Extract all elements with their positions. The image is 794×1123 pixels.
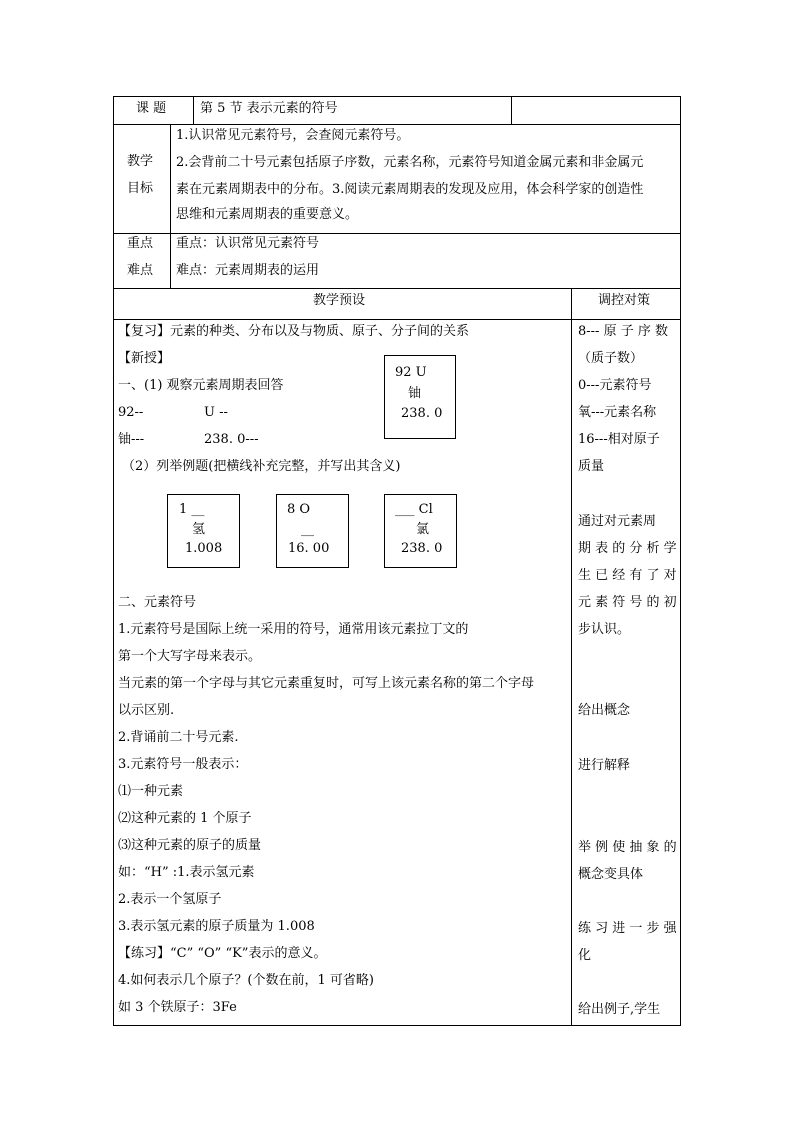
- element-box-mass: 238. 0: [401, 406, 443, 421]
- strategy-line: 通过对元素周: [578, 514, 657, 529]
- paragraph-line: 1.元素符号是国际上统一采用的符号，通常用该元素拉丁文的: [118, 622, 469, 637]
- question-line2-b: 238. 0---: [204, 432, 259, 447]
- strategy-line: 举 例 使 抽 象 的: [578, 840, 677, 855]
- strategy-line: 进行解释: [578, 758, 631, 773]
- objective-line: 1.认识常见元素符号，会查阅元素符号。: [176, 128, 410, 143]
- element-box-hydrogen: [167, 494, 240, 568]
- paragraph-line: 4.如何表示几个原子？(个数在前，1 可省略): [118, 973, 374, 988]
- paragraph-line: 第一个大写字母来表示。: [118, 649, 262, 664]
- practice-line: 【练习】“C” “O” “K”表示的意义。: [118, 946, 327, 961]
- difficult-point: 难点：元素周期表的运用: [176, 263, 320, 278]
- rule-right: [680, 96, 681, 1026]
- section1-part1: 一、(1) 观察元素周期表回答: [118, 378, 284, 393]
- paragraph-line: 2.背诵前二十号元素.: [118, 730, 239, 745]
- strategy-line: 给出例子,学生: [578, 1002, 661, 1017]
- question-line1-b: U --: [204, 405, 228, 420]
- rule-bottom: [113, 1025, 681, 1026]
- element-box-mass: 238. 0: [401, 541, 443, 556]
- strategy-line: 生 已 经 有 了 对: [578, 568, 677, 583]
- rule-label-column: [170, 124, 171, 289]
- strategy-line: 练 习 进 一 步 强: [578, 921, 677, 936]
- element-box-chlorine: [384, 494, 457, 568]
- objective-line: 2.会背前二十号元素包括原子序数，元素名称，元素符号知道金属元素和非金属元: [176, 155, 644, 170]
- strategy-line: 质量: [578, 459, 605, 474]
- element-box-top: 1 __: [179, 502, 205, 517]
- element-box-number-symbol: 92 U: [395, 365, 427, 380]
- element-box-name: 氢: [192, 522, 206, 537]
- rule-top: [113, 96, 681, 97]
- list-item: ⑵这种元素的 1 个原子: [118, 811, 252, 826]
- question-line1-a: 92--: [118, 405, 144, 420]
- topic-value: 第 5 节 表示元素的符号: [200, 101, 338, 116]
- objectives-label-1: 教学: [127, 154, 154, 169]
- question-line2-a: 铀---: [118, 432, 145, 447]
- paragraph-line: 如 3 个铁原子：3Fe: [118, 1000, 237, 1015]
- element-box-top: 8 O: [287, 502, 311, 517]
- example-line: 3.表示氢元素的原子质量为 1.008: [118, 919, 315, 934]
- strategy-line: 氧---元素名称: [578, 405, 657, 420]
- topic-label: 课 题: [136, 101, 167, 116]
- rule-strategy-column: [571, 288, 572, 1026]
- column-header-strategy: 调控对策: [598, 293, 651, 308]
- paragraph-line: 以示区别.: [118, 703, 175, 718]
- strategy-line: 期 表 的 分 析 学: [578, 541, 677, 556]
- strategy-line: 16---相对原子: [578, 432, 660, 447]
- element-box-top: ___ Cl: [395, 502, 433, 517]
- paragraph-line: 当元素的第一个字母与其它元素重复时，可写上该元素名称的第二个字母: [118, 676, 535, 691]
- list-item: ⑶这种元素的原子的质量: [118, 838, 262, 853]
- key-point: 重点：认识常见元素符号: [176, 236, 320, 251]
- review-line: 【复习】元素的种类、分布以及与物质、原子、分子间的关系: [118, 324, 470, 339]
- rule-topic-extra: [511, 96, 512, 125]
- rule-after-objectives: [113, 233, 681, 234]
- rule-after-column-headers: [113, 319, 681, 320]
- element-box-name: 氯: [416, 522, 430, 537]
- section1-part2: （2）列举例题(把横线补充完整，并写出其含义): [122, 459, 401, 474]
- strategy-line: 步认识。: [578, 622, 631, 637]
- element-box-mass: 16. 00: [288, 541, 330, 556]
- paragraph-line: 3.元素符号一般表示：: [118, 757, 248, 772]
- column-header-teaching: 教学预设: [313, 293, 366, 308]
- new-lesson-heading: 【新授】: [118, 351, 171, 366]
- element-box-name: 铀: [408, 386, 422, 401]
- strategy-line: 元 素 符 号 的 初: [578, 595, 677, 610]
- list-item: ⑴一种元素: [118, 784, 184, 799]
- strategy-line: 0---元素符号: [578, 378, 652, 393]
- element-box-oxygen: [276, 494, 349, 568]
- rule-after-keypoints: [113, 288, 681, 289]
- objective-line: 素在元素周期表中的分布。3.阅读元素周期表的发现及应用，体会科学家的创造性: [176, 182, 644, 197]
- strategy-line: 概念变具体: [578, 867, 644, 882]
- rule-left: [113, 96, 114, 1026]
- strategy-line: 给出概念: [578, 703, 631, 718]
- element-box-mass: 1.008: [185, 541, 223, 556]
- strategy-line: 化: [578, 948, 592, 963]
- section2-heading: 二、元素符号: [118, 595, 197, 610]
- example-line: 2.表示一个氢原子: [118, 892, 222, 907]
- strategy-line: （质子数）: [578, 351, 644, 366]
- strategy-line: 8--- 原 子 序 数: [578, 324, 668, 339]
- rule-topic-label: [193, 96, 194, 125]
- keypoints-label-2: 难点: [127, 263, 154, 278]
- objective-line: 思维和元素周期表的重要意义。: [176, 207, 359, 222]
- keypoints-label-1: 重点: [127, 236, 154, 251]
- element-box-name: __: [301, 522, 314, 537]
- objectives-label-2: 目标: [127, 181, 154, 196]
- rule-after-topic: [113, 124, 681, 125]
- element-box-uranium: [384, 355, 456, 439]
- example-line: 如：“H” :1.表示氢元素: [118, 865, 255, 880]
